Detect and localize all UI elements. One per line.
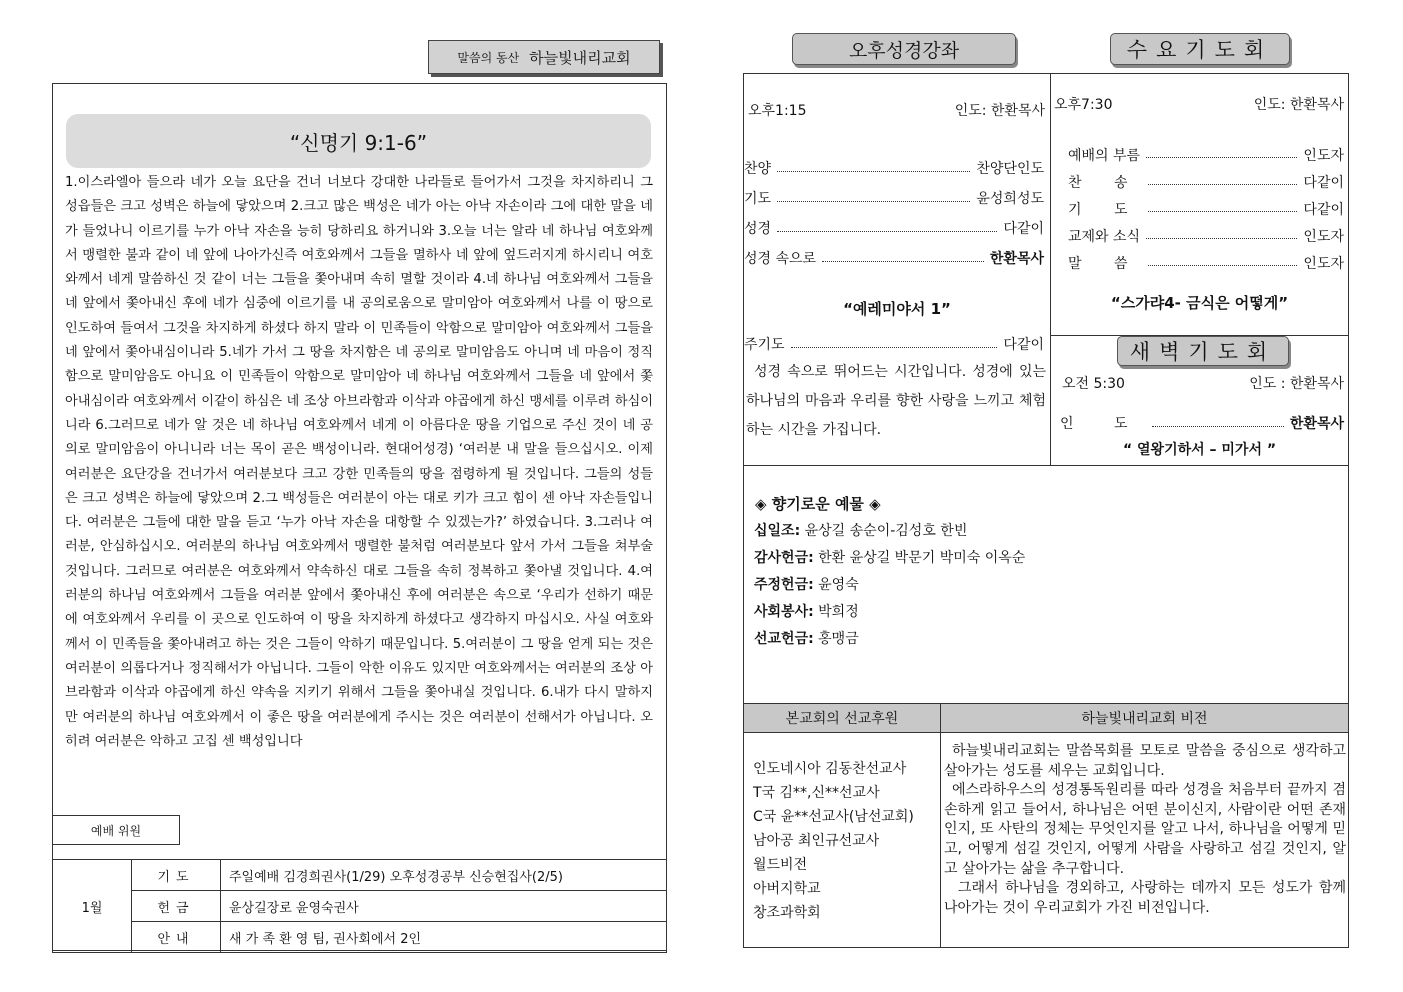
order-value: 한환목사 [1289,416,1344,432]
offering-names: 홍맹금 [818,631,859,647]
order-label: 예배의 부름 [1068,147,1141,164]
offering-label: 사회봉사: [754,604,814,620]
church-label-sub: 말씀의 동산 [457,50,520,65]
offering-names: 윤영숙 [818,577,859,593]
list-item [754,574,1334,601]
list-item: 창조과학회 [753,905,821,921]
order-label: 찬양 [744,161,772,177]
order-label: 찬 송 [1068,174,1142,191]
order-label: 인 도 [1060,416,1146,432]
wednesday-time: 오후7:30 [1054,97,1113,113]
wednesday-title: 수요기도회 [1110,33,1290,65]
order-label: 말 씀 [1068,255,1142,272]
vision-paragraph: 그래서 하나님을 경외하고, 사랑하는 데까지 모든 성도가 함께 나아가는 것이 우리교회가 가진 비전입니다. [944,880,1346,916]
order-label: 교제와 소식 [1068,228,1141,245]
offering-label: 선교헌금: [754,631,814,647]
list-item: 인도네시아 김동찬선교사 [753,761,907,777]
list-item [744,213,1044,243]
order-value: 인도자 [1303,147,1344,164]
dawn-header [1062,373,1344,393]
list-item: 월드비전 [753,857,808,873]
lecture-description: 성경 속으로 뛰어드는 시간입니다. 성경에 있는 하나님의 마음과 우리를 향한 사랑을 느끼고 체험하는 시간을 가집니다. [746,364,1046,438]
list-item [754,628,1334,655]
list-item: C국 윤**선교사(남선교회) [753,809,914,825]
list-item [744,334,1044,354]
vision-text [944,742,1346,918]
list-item [1068,249,1344,276]
notice-content: 새 가 족 환 영 팀, 권사회에서 2인 [221,922,667,953]
list-item [1068,195,1344,222]
dawn-leader: 인도 : 한환목사 [1249,376,1344,392]
vision-heading: 하늘빛내리교회 비전 [941,704,1348,732]
list-item [1060,413,1344,433]
table-row [53,891,667,922]
mission-list [753,757,938,925]
column-divider [1050,73,1051,466]
offering-list [754,520,1334,655]
offering-label: 감사헌금: [754,550,814,566]
list-item: 남아공 최인규선교사 [753,833,880,849]
offering-label: 십일조: [754,523,801,539]
order-label: 주기도 [744,337,785,353]
notice-month: 1월 [53,860,132,953]
order-label: 기 도 [1068,201,1142,218]
scripture-text: 1.이스라엘아 들으라 네가 오늘 요단을 건너 너보다 강대한 나라들로 들어가서 그것을 차지하리니 그 성읍들은 크고 성벽은 하늘에 닿았으며 2.크고 많은 백성은 네가 아는 아낙 자손이라 그에 대한 말을 네가 들었나니 이르기를 누가 아낙 자손을 능히 당하리요 하거니와 3.오늘 너는 알라 네 하나님 여호와께서 맹렬한 불과 같이 네 앞에 나아가신즉 여호와께서 그들을 멸하사 네 앞에 엎드러지게 하시리니 여호와께서 네게 말씀하신 것 같이 너는 그들을 쫓아내며 속히 멸할 것이라 4.네 하나님 여호와께서 그들을 네 앞에서 쫓아내신 후에 네가 심중에 이르기를 내 공의로움으로 말미암아 여호와께서 나를 이 땅으로 인도하여 들여서 그것을 차지하게 하셨다 하지 말라 이 민족들이 악함으로 말미암아 여호와께서 그들을 네 앞에서 쫓아내심이니라 5.네가 가서 그 땅을 차지함은 네 공의로 말미암음도 아니며 네 마음이 정직함으로 말미암음도 아니요 이 민족들이 악함으로 말미암아 네 하나님 여호와께서 그들을 네 앞에서 쫓아내심이라 여호와께서 이같이 하심은 네 조상 아브라함과 이삭과 야곱에게 하신 맹세를 이루려 하심이니라 6.그러므로 네가 알 것은 네 하나님 여호와께서 네게 이 아름다운 땅을 기업으로 주신 것이 네 공의로 말미암음이 아니니라 너는 목이 곧은 백성이니라. 현대어성경) ‘여러분 내 말을 들으십시오. 이제 여러분은 요단강을 건너가서 여러분보다 크고 강한 민족들의 땅을 점령하게 될 것입니다. 그들의 성들은 크고 성벽은 하늘에 닿았으며 2.그 백성들은 여러분이 아는 대로 키가 크고 힘이 센 아낙 자손들입니다. 여러분은 그들에 대한 말을 듣고 ‘누가 아낙 자손을 대항할 수 있겠는가?’ 하였습니다. 3.그러나 여러분, 안심하십시오. 여러분의 하나님 여호와께서 맹렬한 불처럼 여러분보다 앞서 가서 그들을 쳐부술 것입니다. 그러므로 여러분은 여호와께서 약속하신 대로 그들을 속히 정복하고 쫓아낼 것입니다. 4.여러분의 하나님 여호와께서 그들을 여러분 앞에서 쫓아내신 후에 여러분은 속으로 ‘우리가 선하기 때문에 여호와께서 우리를 이 곳으로 인도하여 이 땅을 차지하게 하셨다고 생각하지 마십시오. 사실 여호와께서 이 민족들을 쫓아내려고 하는 것은 그들이 악하기 때문입니다. 5.여러분이 그 땅을 얻게 되는 것은 여러분이 의롭다거나 정직해서가 아닙니다. 그들이 악한 이유도 있지만 여호와께서는 여러분의 조상 아브라함과 이삭과 야곱에게 하신 약속을 지키기 위해서 그들을 쫓아내실 것입니다. 6.내가 다시 말하지만 여러분의 하나님 여호와께서 이 좋은 땅을 여러분에게 주시는 것은 여러분이 선해서가 아닙니다. 오히려 여러분은 악하고 고집 센 백성입니다 [65,175,653,749]
order-value: 다같이 [1303,201,1344,218]
offering-names: 한환 윤상길 박문기 박미숙 이옥순 [818,550,1026,566]
dawn-time: 오전 5:30 [1062,376,1125,392]
wednesday-sermon: “스가랴4- 금식은 어떻게” [1110,294,1289,312]
order-label: 기도 [744,191,772,207]
list-item [744,243,1044,273]
offering-names: 윤상길 송순이-김성호 한빈 [804,523,968,539]
order-label: 성경 [744,221,772,237]
wednesday-leader: 인도: 한환목사 [1253,97,1344,113]
order-value: 다같이 [1003,337,1044,353]
section-divider [743,465,1349,466]
lecture-leader: 인도: 한환목사 [954,103,1045,119]
order-value: 다같이 [1303,174,1344,191]
list-item [1068,141,1344,168]
lecture-order [744,153,1044,273]
list-item [744,153,1044,183]
notice-content: 주일예배 김경희권사(1/29) 오후성경공부 신승현집사(2/5) [221,860,667,891]
notice-table [52,859,667,953]
vision-paragraph: 에스라하우스의 성경통독원리를 따라 성경을 처음부터 끝까지 겸손하게 읽고 들어서, 하나님은 어떤 분이신지, 사람이란 어떤 존재인지, 또 사탄의 정체는 무엇인지를 알고 나서, 하나님을 어떻게 믿고, 어떻게 섬길 것인지, 어떻게 사람을 사랑하고 섬길 것인지, 알고 살아가는 삶을 추구합니다. [944,782,1346,877]
wednesday-header [1054,94,1344,114]
lecture-time: 오후1:15 [748,103,807,119]
list-item [754,601,1334,628]
church-label [428,40,660,74]
lecture-section [748,100,1045,120]
lecture-title: 오후성경강좌 [792,33,1016,65]
order-value: 인도자 [1303,255,1344,272]
list-item [1068,222,1344,249]
list-item: T국 김**,신**선교사 [753,785,880,801]
vision-paragraph: 하늘빛내리교회는 말씀목회를 모토로 말씀을 중심으로 생각하고 살아가는 성도를 세우는 교회입니다. [944,743,1346,779]
order-value: 인도자 [1303,228,1344,245]
list-item [754,547,1334,574]
wednesday-order [1068,141,1344,276]
schedule-label: 예배 위원 [52,815,180,845]
list-item [744,183,1044,213]
order-value: 다같이 [1003,221,1044,237]
order-value: 윤성희성도 [976,191,1044,207]
offering-title: ◈ 향기로운 예물 ◈ [755,495,881,513]
table-row [53,860,667,891]
dawn-sermon: “ 열왕기하서 – 미가서 ” [1122,442,1277,458]
mission-heading: 본교회의 선교후원 [744,704,940,732]
offering-label: 주정헌금: [754,577,814,593]
column-divider [940,703,941,947]
order-value: 찬양단인도 [976,161,1044,177]
scripture-title: “신명기 9:1-6” [66,114,651,168]
list-item [1068,168,1344,195]
list-item [754,520,1334,547]
dawn-title: 새벽기도회 [1117,336,1289,366]
order-label: 성경 속으로 [744,251,817,267]
offering-names: 박희정 [818,604,859,620]
table-row [53,922,667,953]
notice-category: 기도 [132,860,221,891]
section-divider [743,732,1349,733]
list-item: 아버지학교 [753,881,821,897]
notice-content: 윤상길장로 윤영숙권사 [221,891,667,922]
notice-category: 안내 [132,922,221,953]
notice-category: 헌금 [132,891,221,922]
order-value: 한환목사 [989,251,1044,267]
lecture-sermon: “예레미야서 1” [843,300,951,318]
church-label-name: 하늘빛내리교회 [529,48,631,67]
